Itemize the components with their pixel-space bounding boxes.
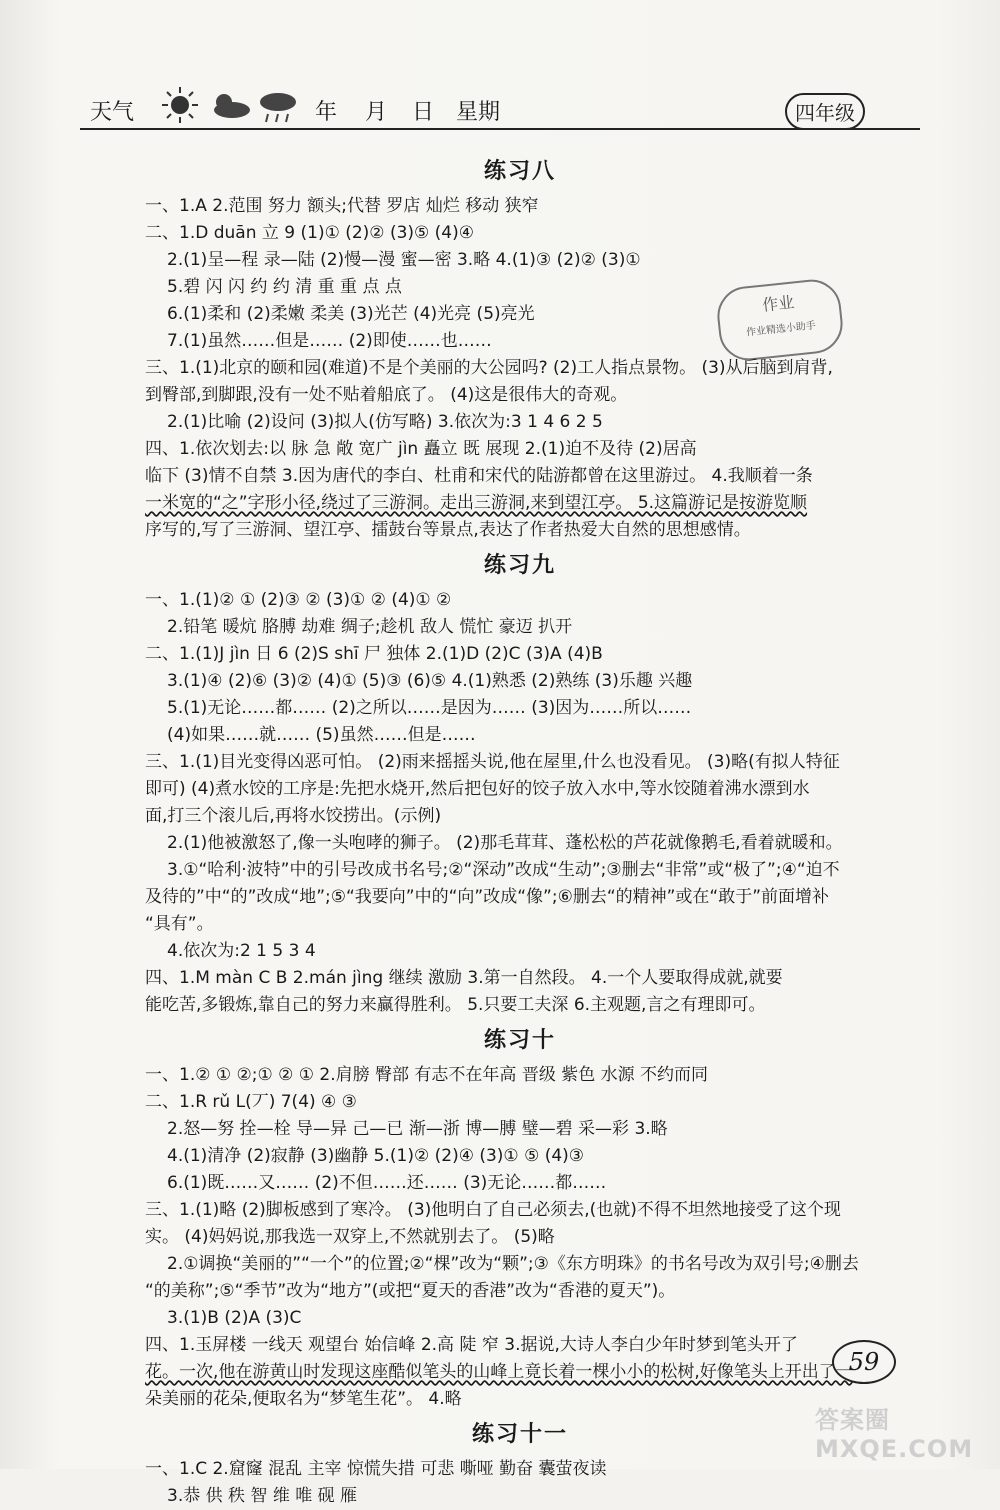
answer-line: 2.(1)呈—程 录—陆 (2)慢—漫 蜜—密 3.略 4.(1)③ (2)② (3)① [167, 250, 641, 270]
answer-line: 4.依次为:2 1 5 3 4 [167, 941, 316, 961]
answer-line: 花。一次,他在游黄山时发现这座酷似笔头的山峰上竟长着一棵小小的松树,好像笔头上开出了一 [145, 1362, 853, 1382]
answer-line: 3.(1)B (2)A (3)C [167, 1308, 302, 1328]
answer-line: 2.铅笔 暖炕 胳膊 劫难 绸子;趁机 敌人 慌忙 豪迈 扒开 [167, 617, 573, 637]
sun-icon [160, 85, 200, 125]
rain-cloud-icon [256, 88, 300, 126]
answer-line: 及待的”中“的”改成“地”;⑤“我要向”中的“向”改成“像”;⑥删去“的精神”或在“敢于”前面增补 [145, 887, 830, 907]
section-title: 练习八 [483, 159, 556, 184]
answer-line: 6.(1)既……又…… (2)不但……还…… (3)无论……都…… [167, 1173, 607, 1193]
answer-line: “的美称”;⑤“季节”改为“地方”(或把“夏天的香港”改为“香港的夏天”)。 [145, 1281, 676, 1301]
cloudy-icon [208, 88, 252, 122]
page-number: 59 [832, 1340, 896, 1384]
weather-label: 天气 [90, 100, 135, 125]
section-title: 练习十一 [471, 1422, 568, 1447]
answer-line: 序写的,写了三游洞、望江亭、擂鼓台等景点,表达了作者热爱大自然的思想感情。 [145, 520, 751, 540]
answer-line: 2.(1)比喻 (2)设问 (3)拟人(仿写略) 3.依次为:3 1 4 6 2 5 [167, 412, 603, 432]
stamp-subtitle: 作业精选小助手 [745, 320, 817, 339]
answer-line: 到臀部,到脚跟,没有一处不贴着船底了。 (4)这是很伟大的奇观。 [145, 385, 628, 405]
answer-line: 实。 (4)妈妈说,那我选一双穿上,不然就别去了。 (5)略 [145, 1227, 555, 1247]
answer-line: 朵美丽的花朵,便取名为“梦笔生花”。 4.略 [145, 1389, 462, 1409]
section-title: 练习十 [483, 1028, 556, 1053]
answer-line: 三、1.(1)北京的颐和园(难道)不是个美丽的大公园吗? (2)工人指点景物。 (3)从后脑到肩背, [145, 358, 833, 378]
answer-line: 5.(1)无论……都…… (2)之所以……是因为…… (3)因为……所以…… [167, 698, 692, 718]
answer-line: 二、1.(1)J jìn 日 6 (2)S shī 尸 独体 2.(1)D (2)C (3)A (4)B [145, 644, 603, 664]
page-header [0, 0, 1000, 140]
answer-line: “具有”。 [145, 914, 214, 934]
section-title: 练习九 [483, 553, 556, 578]
grade-badge: 四年级 [785, 93, 865, 130]
answer-line: 即可) (4)煮水饺的工序是:先把水烧开,然后把包好的饺子放入水中,等水饺随着沸水漂到水 [145, 779, 810, 799]
answer-line: 二、1.R rǔ L(丆) 7(4) ④ ③ [145, 1092, 357, 1112]
answer-line: 临下 (3)情不自禁 3.因为唐代的李白、杜甫和宋代的陆游都曾在这里游过。 4.我顺着一条 [145, 466, 813, 486]
answer-line: 一、1.A 2.范围 努力 额头;代替 罗店 灿烂 移动 狭窄 [145, 196, 539, 216]
answer-line: 面,打三个滚儿后,再将水饺捞出。(示例) [145, 806, 442, 826]
answer-line: 3.①“哈利·波特”中的引号改成书名号;②“深动”改成“生动”;③删去“非常”或“极了”;④“迫不 [167, 860, 840, 880]
answer-line: 四、1.玉屏楼 一线天 观望台 始信峰 2.高 陡 窄 3.据说,大诗人李白少年时梦到笔头开了 [145, 1335, 798, 1355]
answer-line: 一米宽的“之”字形小径,绕过了三游洞。走出三游洞,来到望江亭。 5.这篇游记是按游览顺 [145, 493, 808, 513]
month-label: 月 [365, 100, 388, 125]
answer-line: 一、1.(1)② ① (2)③ ② (3)① ② (4)① ② [145, 590, 452, 610]
answer-line: 6.(1)柔和 (2)柔嫩 柔美 (3)光芒 (4)光亮 (5)亮光 [167, 304, 535, 324]
answer-line: 三、1.(1)目光变得凶恶可怕。 (2)雨来摇摇头说,他在屋里,什么也没看见。 (3)略(有拟人特征 [145, 752, 840, 772]
answer-line: 2.①调换“美丽的”“一个”的位置;②“棵”改为“颗”;③《东方明珠》的书名号改为双引号;④删去 [167, 1254, 859, 1274]
answer-line: 7.(1)虽然……但是…… (2)即使……也…… [167, 331, 492, 351]
answer-content [145, 150, 895, 1510]
answer-line: 三、1.(1)略 (2)脚板感到了寒冷。 (3)他明白了自己必须去,(也就)不得不坦然地接受了这个现 [145, 1200, 841, 1220]
answer-line: 3.恭 供 秩 智 维 唯 砚 雁 [167, 1486, 358, 1506]
week-label: 星期 [456, 100, 501, 125]
answer-line: 一、1.C 2.窟窿 混乱 主宰 惊慌失措 可悲 嘶哑 勤奋 囊萤夜读 [145, 1459, 607, 1479]
header-divider [80, 128, 920, 130]
stamp-title: 作业 [761, 292, 796, 315]
answer-line: 5.碧 闪 闪 约 约 清 重 重 点 点 [167, 277, 402, 297]
answer-line: (4)如果……就…… (5)虽然……但是…… [167, 725, 476, 745]
answer-line: 2.(1)他被激怒了,像一头咆哮的狮子。 (2)那毛茸茸、蓬松松的芦花就像鹅毛,看着就暖和。 [167, 833, 843, 853]
answer-line: 四、1.依次划去:以 脉 急 敞 宽广 jìn 矗立 既 展现 2.(1)迫不及待 (2)居高 [145, 439, 697, 459]
answer-line: 一、1.② ① ②;① ② ① 2.肩膀 臀部 有志不在年高 晋级 紫色 水源 不约而同 [145, 1065, 709, 1085]
answer-line: 4.(1)清净 (2)寂静 (3)幽静 5.(1)② (2)④ (3)① ⑤ (4)③ [167, 1146, 585, 1166]
watermark: 答案圈 MXQE.COM [815, 1406, 974, 1463]
answer-line: 3.(1)④ (2)⑥ (3)② (4)① (5)③ (6)⑤ 4.(1)熟悉 (2)熟练 (3)乐趣 兴趣 [167, 671, 693, 691]
answer-line: 二、1.D duān 立 9 (1)① (2)② (3)⑤ (4)④ [145, 223, 474, 243]
year-label: 年 [315, 100, 338, 125]
day-label: 日 [412, 100, 435, 125]
answer-line: 2.怒—努 拴—栓 导—异 己—已 渐—浙 博—膊 璧—碧 采—彩 3.略 [167, 1119, 668, 1139]
answer-line: 能吃苦,多锻炼,靠自己的努力来赢得胜利。 5.只要工夫深 6.主观题,言之有理即可。 [145, 995, 766, 1015]
answer-line: 四、1.M màn C B 2.mán jìng 继续 激励 3.第一自然段。 4.一个人要取得成就,就要 [145, 968, 783, 988]
